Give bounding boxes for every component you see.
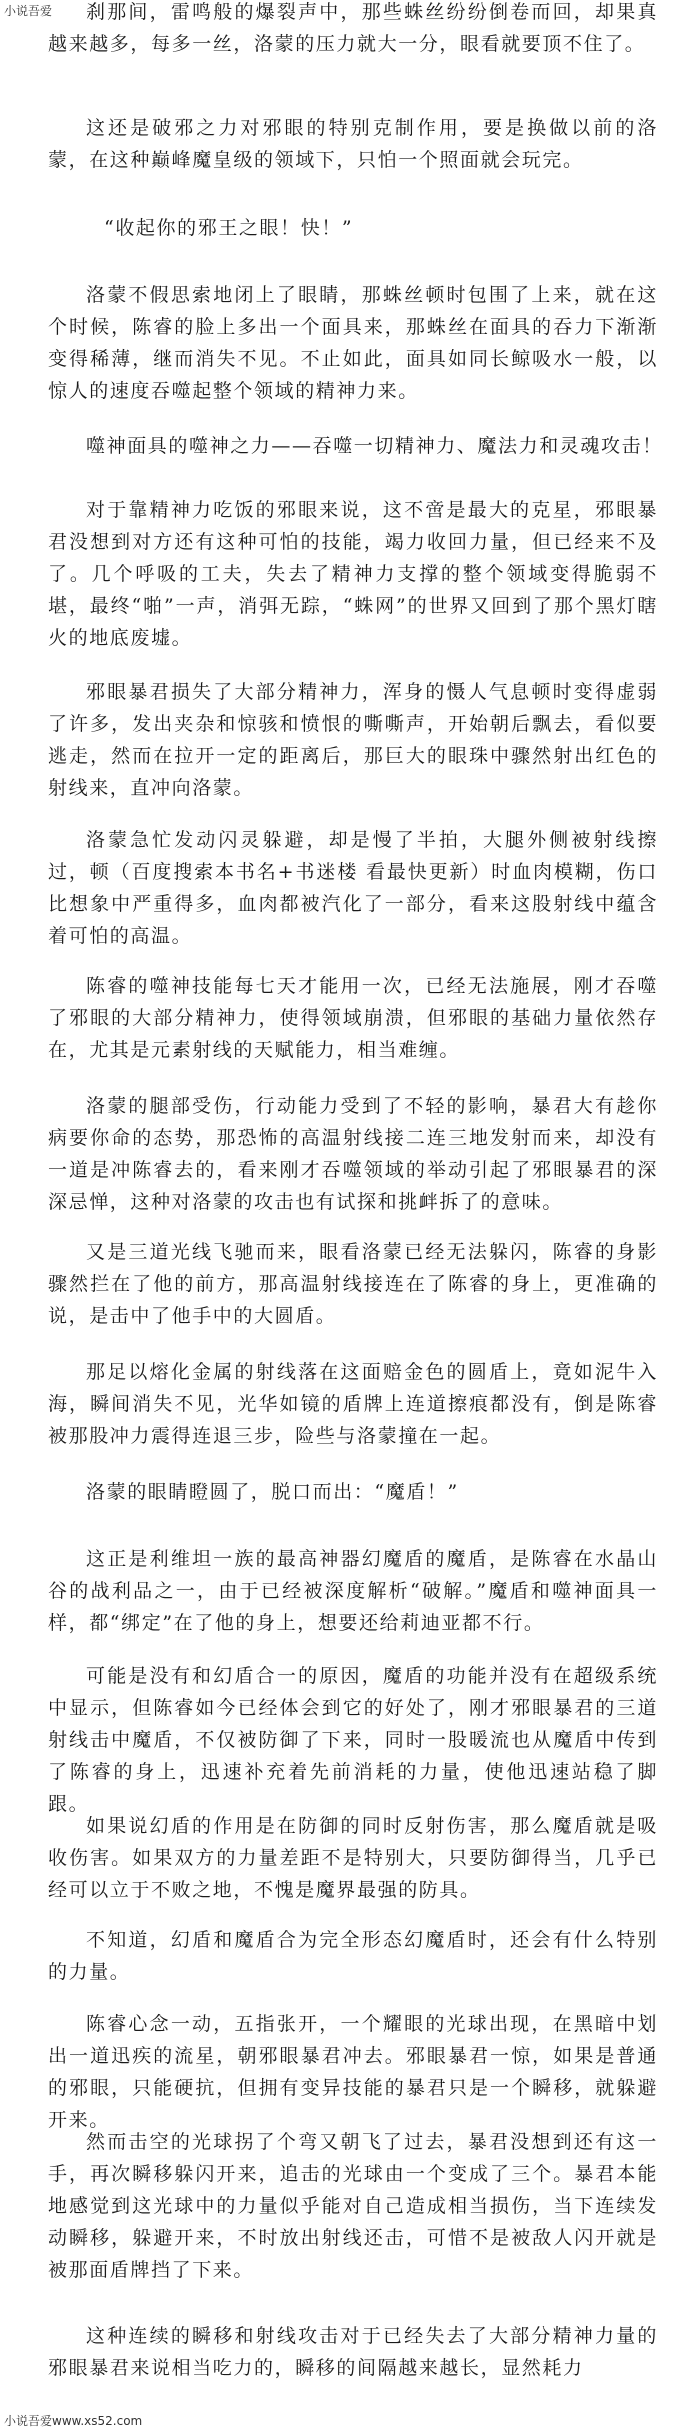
paragraph: 陈睿的噬神技能每七天才能用一次，已经无法施展，刚才吞噬了邪眼的大部分精神力，使得领域崩溃，但邪眼的基础力量依然存在，尤其是元素射线的天赋能力，相当难缠。	[48, 975, 658, 1061]
site-watermark-bottom: 小说吾爱www.xs52.com	[4, 2414, 143, 2428]
paragraph: 如果说幻盾的作用是在防御的同时反射伤害，那么魔盾就是吸收伤害。如果双方的力量差距不是特别大，只要防御得当，几乎已经可以立于不败之地，不愧是魔界最强的防具。	[48, 1815, 658, 1901]
paragraph: 这种连续的瞬移和射线攻击对于已经失去了大部分精神力量的邪眼暴君来说相当吃力的，瞬移的间隔越来越长，显然耗力	[48, 2325, 658, 2379]
paragraph: 那足以熔化金属的射线落在这面赔金色的圆盾上，竟如泥牛入海，瞬间消失不见，光华如镜的盾牌上连道擦痕都没有，倒是陈睿被那股冲力震得连退三步，险些与洛蒙撞在一起。	[48, 1361, 658, 1447]
paragraph: 洛蒙不假思索地闭上了眼睛，那蛛丝顿时包围了上来，就在这个时候，陈睿的脸上多出一个面具来，那蛛丝在面具的吞力下渐渐变得稀薄，继而消失不见。不止如此，面具如同长鲸吸水一般，以惊人的速度吞噬起整个领域的精神力来。	[48, 284, 658, 402]
paragraph: 这还是破邪之力对邪眼的特别克制作用，要是换做以前的洛蒙，在这种巅峰魔皇级的领域下，只怕一个照面就会玩完。	[48, 117, 658, 171]
paragraph: 可能是没有和幻盾合一的原因，魔盾的功能并没有在超级系统中显示，但陈睿如今已经体会到它的好处了，刚才邪眼暴君的三道射线击中魔盾，不仅被防御了下来，同时一股暖流也从魔盾中传到了陈睿的身上，迅速补充着先前消耗的力量，使他迅速站稳了脚跟。	[48, 1665, 658, 1815]
paragraph: 噬神面具的噬神之力——吞噬一切精神力、魔法力和灵魂攻击！	[86, 435, 663, 457]
paragraph: “收起你的邪王之眼！快！”	[104, 217, 354, 239]
paragraph: 洛蒙的眼睛瞪圆了，脱口而出：“魔盾！”	[86, 1481, 459, 1503]
paragraph: 刹那间，雷鸣般的爆裂声中，那些蛛丝纷纷倒卷而回，却果真越来越多，每多一丝，洛蒙的压力就大一分，眼看就要顶不住了。	[48, 1, 658, 55]
paragraph: 又是三道光线飞驰而来，眼看洛蒙已经无法躲闪，陈睿的身影骤然拦在了他的前方，那高温射线接连在了陈睿的身上，更准确的说，是击中了他手中的大圆盾。	[48, 1241, 658, 1327]
paragraph: 对于靠精神力吃饭的邪眼来说，这不啻是最大的克星，邪眼暴君没想到对方还有这种可怕的技能，竭力收回力量，但已经来不及了。几个呼吸的工夫，失去了精神力支撑的整个领域变得脆弱不堪，最终“啪”一声，消弭无踪，“蛛网”的世界又回到了那个黑灯瞎火的地底废墟。	[48, 499, 658, 649]
paragraph: 邪眼暴君损失了大部分精神力，浑身的慑人气息顿时变得虚弱了许多，发出夹杂和惊骇和愤恨的嘶嘶声，开始朝后飘去，看似要逃走，然而在拉开一定的距离后，那巨大的眼珠中骤然射出红色的射线来，直冲向洛蒙。	[48, 681, 658, 799]
paragraph: 不知道，幻盾和魔盾合为完全形态幻魔盾时，还会有什么特别的力量。	[48, 1929, 658, 1983]
paragraph: 洛蒙的腿部受伤，行动能力受到了不轻的影响，暴君大有趁你病要你命的态势，那恐怖的高温射线接二连三地发射而来，却没有一道是冲陈睿去的，看来刚才吞噬领域的举动引起了邪眼暴君的深深忌惮，这种对洛蒙的攻击也有试探和挑衅拆了的意味。	[48, 1095, 658, 1213]
paragraph: 陈睿心念一动，五指张开，一个耀眼的光球出现，在黑暗中划出一道迅疾的流星，朝邪眼暴君冲去。邪眼暴君一惊，如果是普通的邪眼，只能硬抗，但拥有变异技能的暴君只是一个瞬移，就躲避开来。	[48, 2013, 658, 2131]
paragraph: 然而击空的光球拐了个弯又朝飞了过去，暴君没想到还有这一手，再次瞬移躲闪开来，追击的光球由一个变成了三个。暴君本能地感觉到这光球中的力量似乎能对自己造成相当损伤，当下连续发动瞬移，躲避开来，不时放出射线还击，可惜不是被敌人闪开就是被那面盾牌挡了下来。	[48, 2131, 658, 2281]
paragraph: 这正是利维坦一族的最高神器幻魔盾的魔盾，是陈睿在水晶山谷的战利品之一，由于已经被深度解析“破解。”魔盾和噬神面具一样，都“绑定”在了他的身上，想要还给莉迪亚都不行。	[48, 1548, 658, 1634]
paragraph: 洛蒙急忙发动闪灵躲避，却是慢了半拍，大腿外侧被射线擦过，顿（百度搜索本书名+书迷楼 看最快更新）时血肉模糊，伤口比想象中严重得多，血肉都被汽化了一部分，看来这股射线中蕴含着可怕的高温。	[48, 829, 658, 947]
site-watermark-top: 小说吾爱	[4, 4, 53, 18]
